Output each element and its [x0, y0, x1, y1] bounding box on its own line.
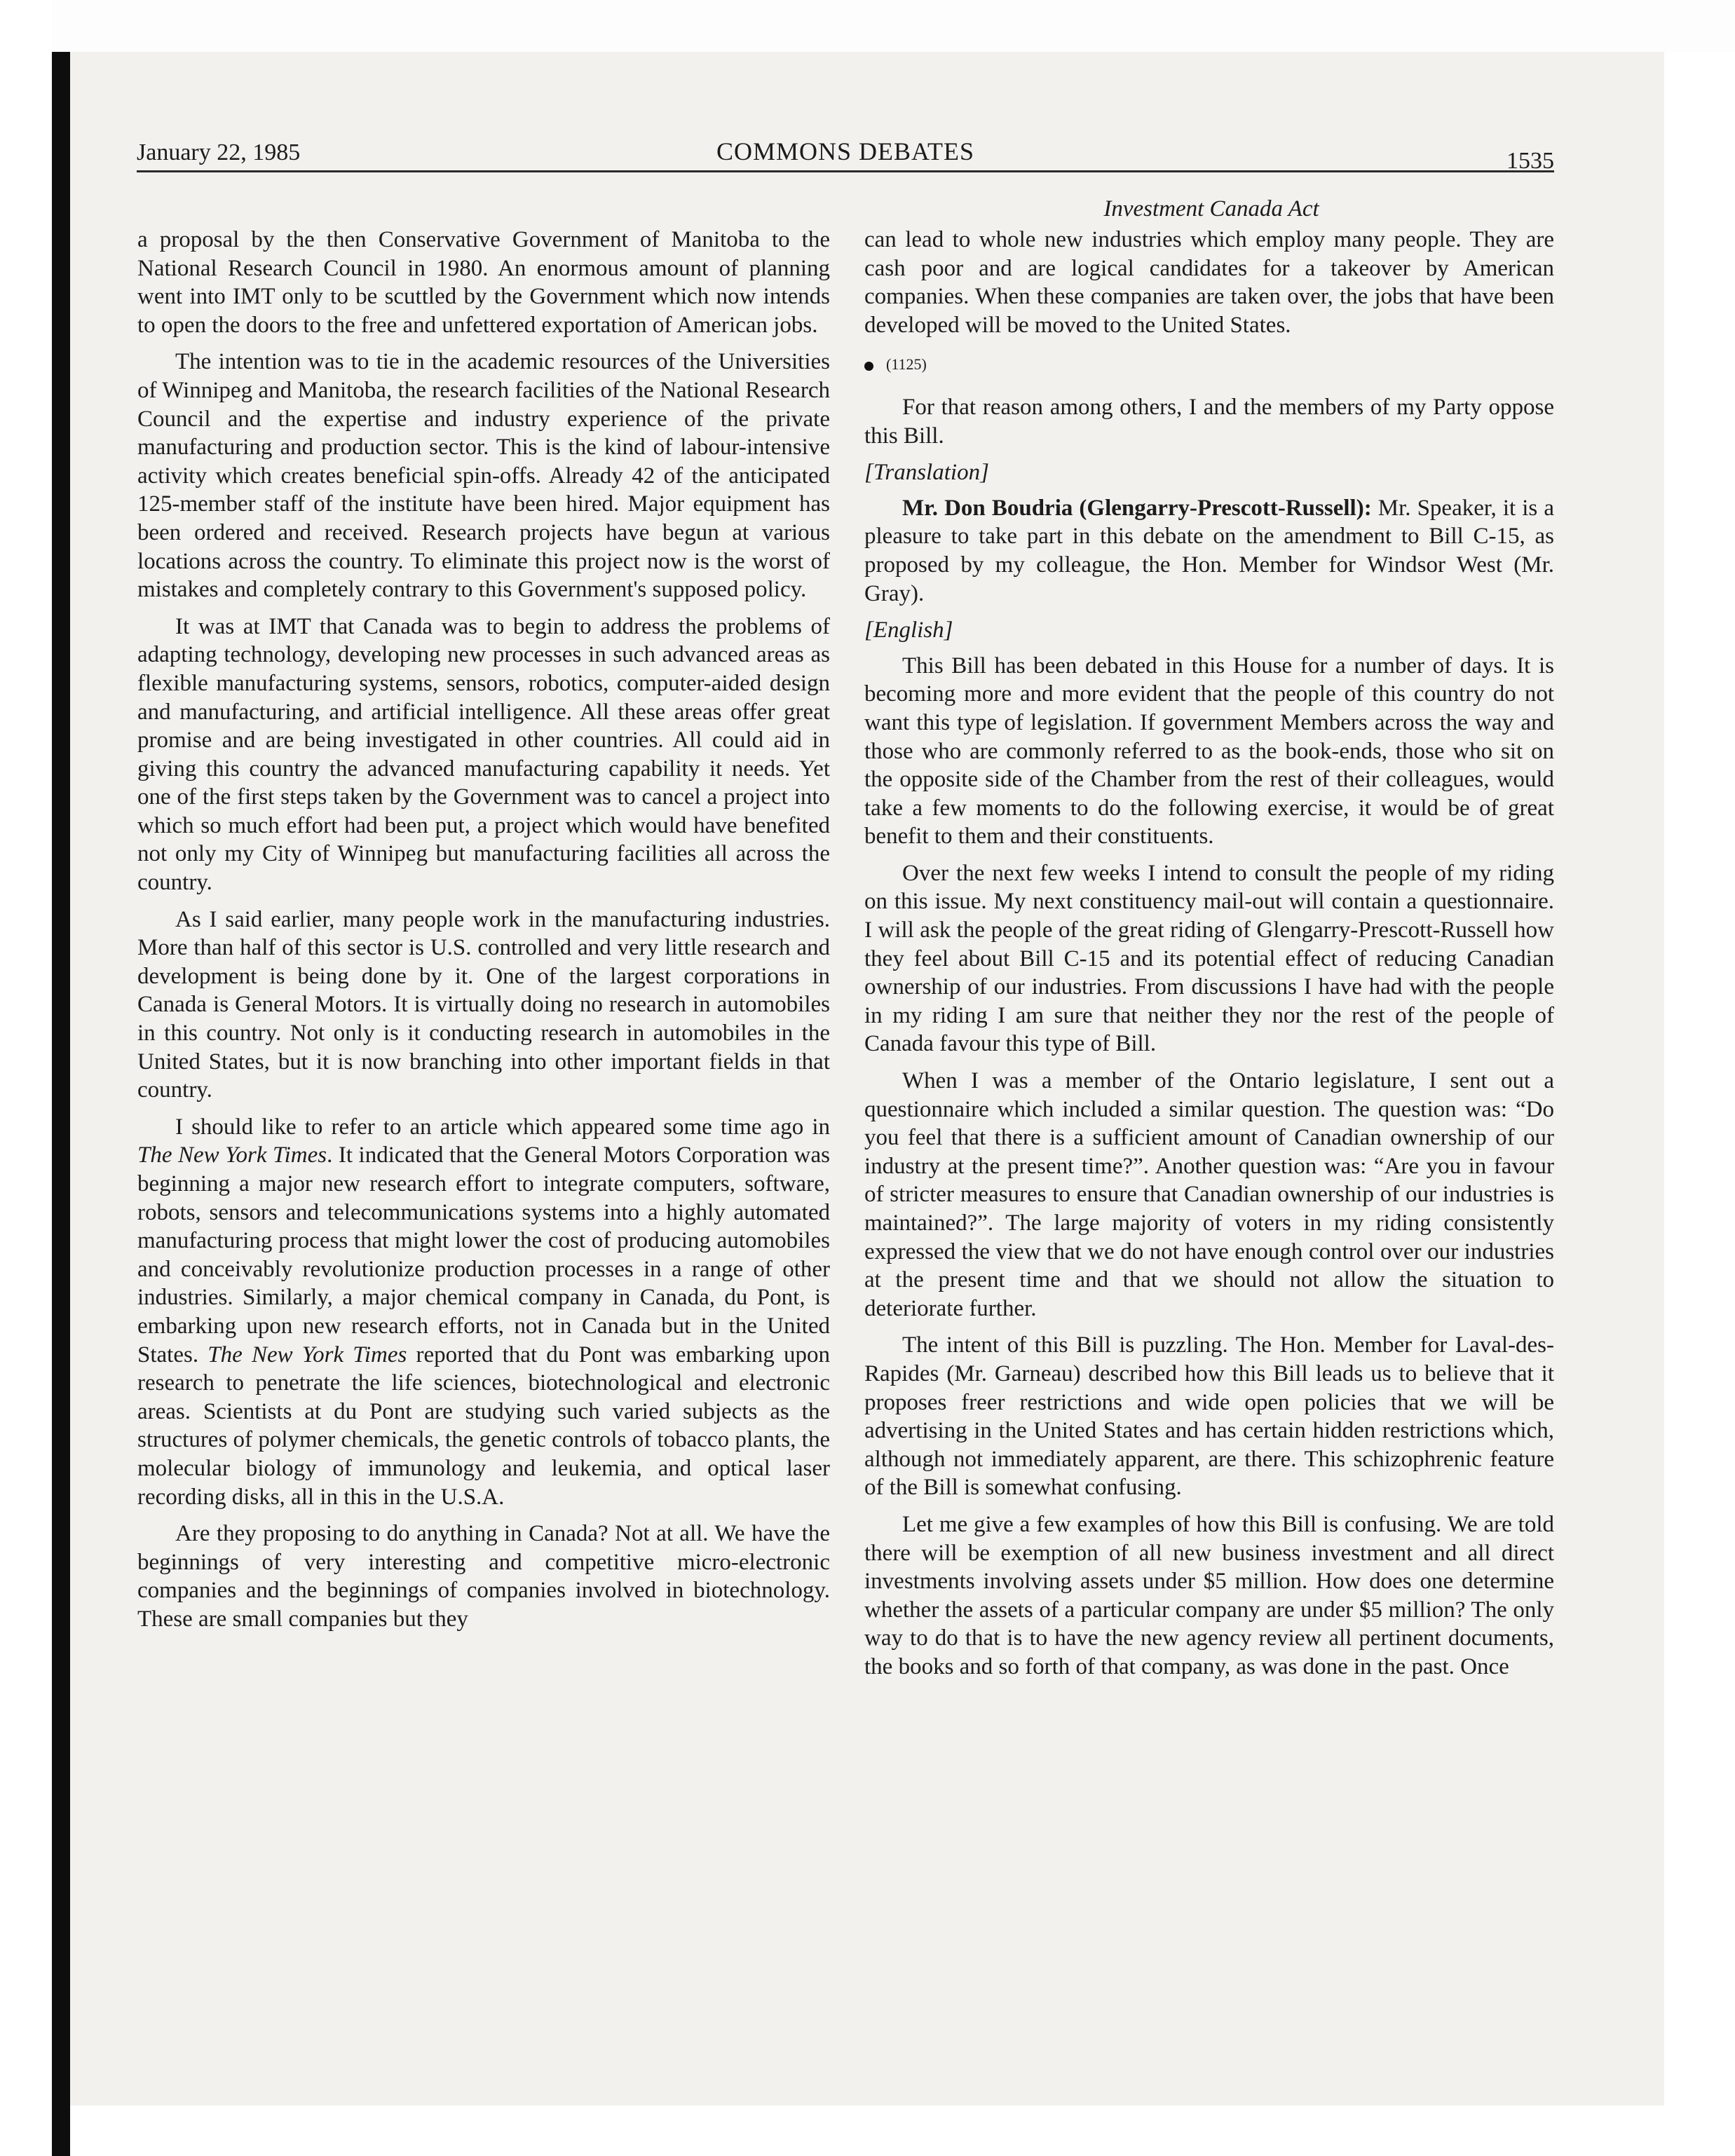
paragraph: For that reason among others, I and the members of my Party oppose this Bill. [864, 394, 1554, 449]
section-label-translation: [Translation] [864, 460, 989, 486]
scan-edge-shadow [52, 52, 70, 2156]
page-header [137, 137, 1554, 172]
paragraph: It was at IMT that Canada was to begin to address the problems of adapting technology, developing new processes in such advanced areas as flexible manufacturing systems, sensors, robotics, computer-aided design and manufacturing, and artificial intelligence. All these areas offer great promise and are being investigated in other countries. All could aid in giving this country the advanced manufacturing capability it needs. Yet one of the first steps taken by the Government was to cancel a project into which so much effort had been put, a project which would have benefited not only my City of Winnipeg but manufacturing facilities all across the country. [137, 613, 830, 896]
paragraph: As I said earlier, many people work in the manufacturing industries. More than half of this sector is U.S. controlled and very little research and development is being done by it. One of the largest corporations in Canada is General Motors. It is virtually doing no research in automobiles in this country. Not only is it conducting research in automobiles in the United States, but it is now branching into other important fields in that country. [137, 906, 830, 1103]
paragraph: Let me give a few examples of how this Bill is confusing. We are told there will be exemption of all new business investment and all direct investments involving assets under $5 million. How does one determine whether the assets of a particular company are under $5 million? The only way to do that is to have the new agency review all pertinent documents, the books and so forth of that company, as was done in the past. Once [864, 1511, 1554, 1679]
paragraph: This Bill has been debated in this House for a number of days. It is becoming more and more evident that the people of this country do not want this type of legislation. If government Members across the way and those who are commonly referred to as the book-ends, those who sit on the opposite side of the Chamber from the rest of their colleagues, would take a few moments to do the following exercise, it would be of great benefit to them and their constituents. [864, 653, 1554, 850]
scan-top-margin [52, 0, 1735, 52]
section-label-english: [English] [864, 618, 953, 643]
right-column [864, 226, 1554, 1690]
paragraph: a proposal by the then Conservative Government of Manitoba to the National Research Council in 1980. An enormous amount of planning went into IMT only to be scuttled by the Government which now intends to open the doors to the free and unfettered exportation of American jobs. [137, 227, 830, 338]
running-head: Investment Canada Act [1103, 196, 1319, 221]
text-run: I should like to refer to an article which appeared some time ago in [175, 1114, 830, 1140]
speaker-name: Mr. Don Boudria (Glengarry-Prescott-Russell): [902, 495, 1372, 521]
time-marker [864, 350, 1554, 379]
header-page-number: 1535 [1506, 148, 1554, 174]
paragraph: The intention was to tie in the academic resources of the Universities of Winnipeg and Manitoba, the research facilities of the National Research Council and the expertise and industry experience of the private manufacturing and production sector. This is the kind of labour-intensive activity which creates beneficial spin-offs. Already 42 of the anticipated 125-member staff of the institute have been hired. Major equipment has been ordered and received. Research projects have begun at various locations across the country. To eliminate this project now is the worst of mistakes and completely contrary to this Government's supposed policy. [137, 349, 830, 603]
left-column [137, 226, 830, 1642]
header-publication: COMMONS DEBATES [716, 137, 975, 165]
paragraph: Are they proposing to do anything in Canada? Not at all. We have the beginnings of very interesting and competitive micro-electronic companies and the beginnings of companies involved in biotechnology. These are small companies but they [137, 1521, 830, 1632]
text-run: Mr. Speaker, it is a pleasure to take part in this debate on the amendment to Bill C-15, as proposed by my colleague, the Hon. Member for Windsor West (Mr. Gray). [864, 495, 1554, 606]
italic-title: The New York Times [207, 1342, 407, 1367]
italic-title: The New York Times [137, 1142, 327, 1168]
bullet-dot-icon [864, 362, 873, 371]
header-date: January 22, 1985 [137, 139, 301, 165]
paragraph: can lead to whole new industries which employ many people. They are cash poor and are logical candidates for a takeover by American companies. When these companies are taken over, the jobs that have been developed will be moved to the United States. [864, 227, 1554, 338]
time-marker-text: (1125) [886, 355, 927, 374]
paragraph: The intent of this Bill is puzzling. The Hon. Member for Laval-des-Rapides (Mr. Garneau) described how this Bill leads us to believe that it proposes freer restrictions and wide open policies that we will be advertising in the United States and has certain hidden restrictions which, although not immediately apparent, are there. This schizophrenic feature of the Bill is somewhat confusing. [864, 1332, 1554, 1501]
paragraph: Over the next few weeks I intend to consult the people of my riding on this issue. My next constituency mail-out will contain a questionnaire. I will ask the people of the great riding of Glengarry-Prescott-Russell how they feel about Bill C-15 and its potential effect of reducing Canadian ownership of our industries. From discussions I have had with the people in my riding I am sure that neither they nor the rest of the people of Canada favour this type of Bill. [864, 860, 1554, 1057]
text-run: reported that du Pont was embarking upon research to penetrate the life sciences, biotechnological and electronic areas. Scientists at du Pont are studying such varied subjects as the structures of polymer chemicals, the genetic controls of tobacco plants, the molecular biology of immunology and leukemia, and optical laser recording disks, all in this in the U.S.A. [137, 1342, 830, 1510]
paragraph: When I was a member of the Ontario legislature, I sent out a questionnaire which included a similar question. The question was: “Do you feel that there is a sufficient amount of Canadian ownership of our industry at the present time?”. Another question was: “Are you in favour of stricter measures to ensure that Canadian ownership of our industries is maintained?”. The large majority of voters in my riding consistently expressed the view that we do not have enough control over our industries at the present time and that we should not allow the situation to deteriorate further. [864, 1068, 1554, 1321]
paragraph [137, 1113, 830, 1511]
text-run: . It indicated that the General Motors Corporation was beginning a major new research effort to integrate computers, software, robots, sensors and telecommunications systems into a highly automated manufacturing process that might lower the cost of producing automobiles and conceivably revolutionize production processes in a range of other industries. Similarly, a major chemical company in Canada, du Pont, is embarking upon new research efforts, not in Canada but in the United States. [137, 1142, 830, 1367]
speaker-paragraph [864, 494, 1554, 608]
